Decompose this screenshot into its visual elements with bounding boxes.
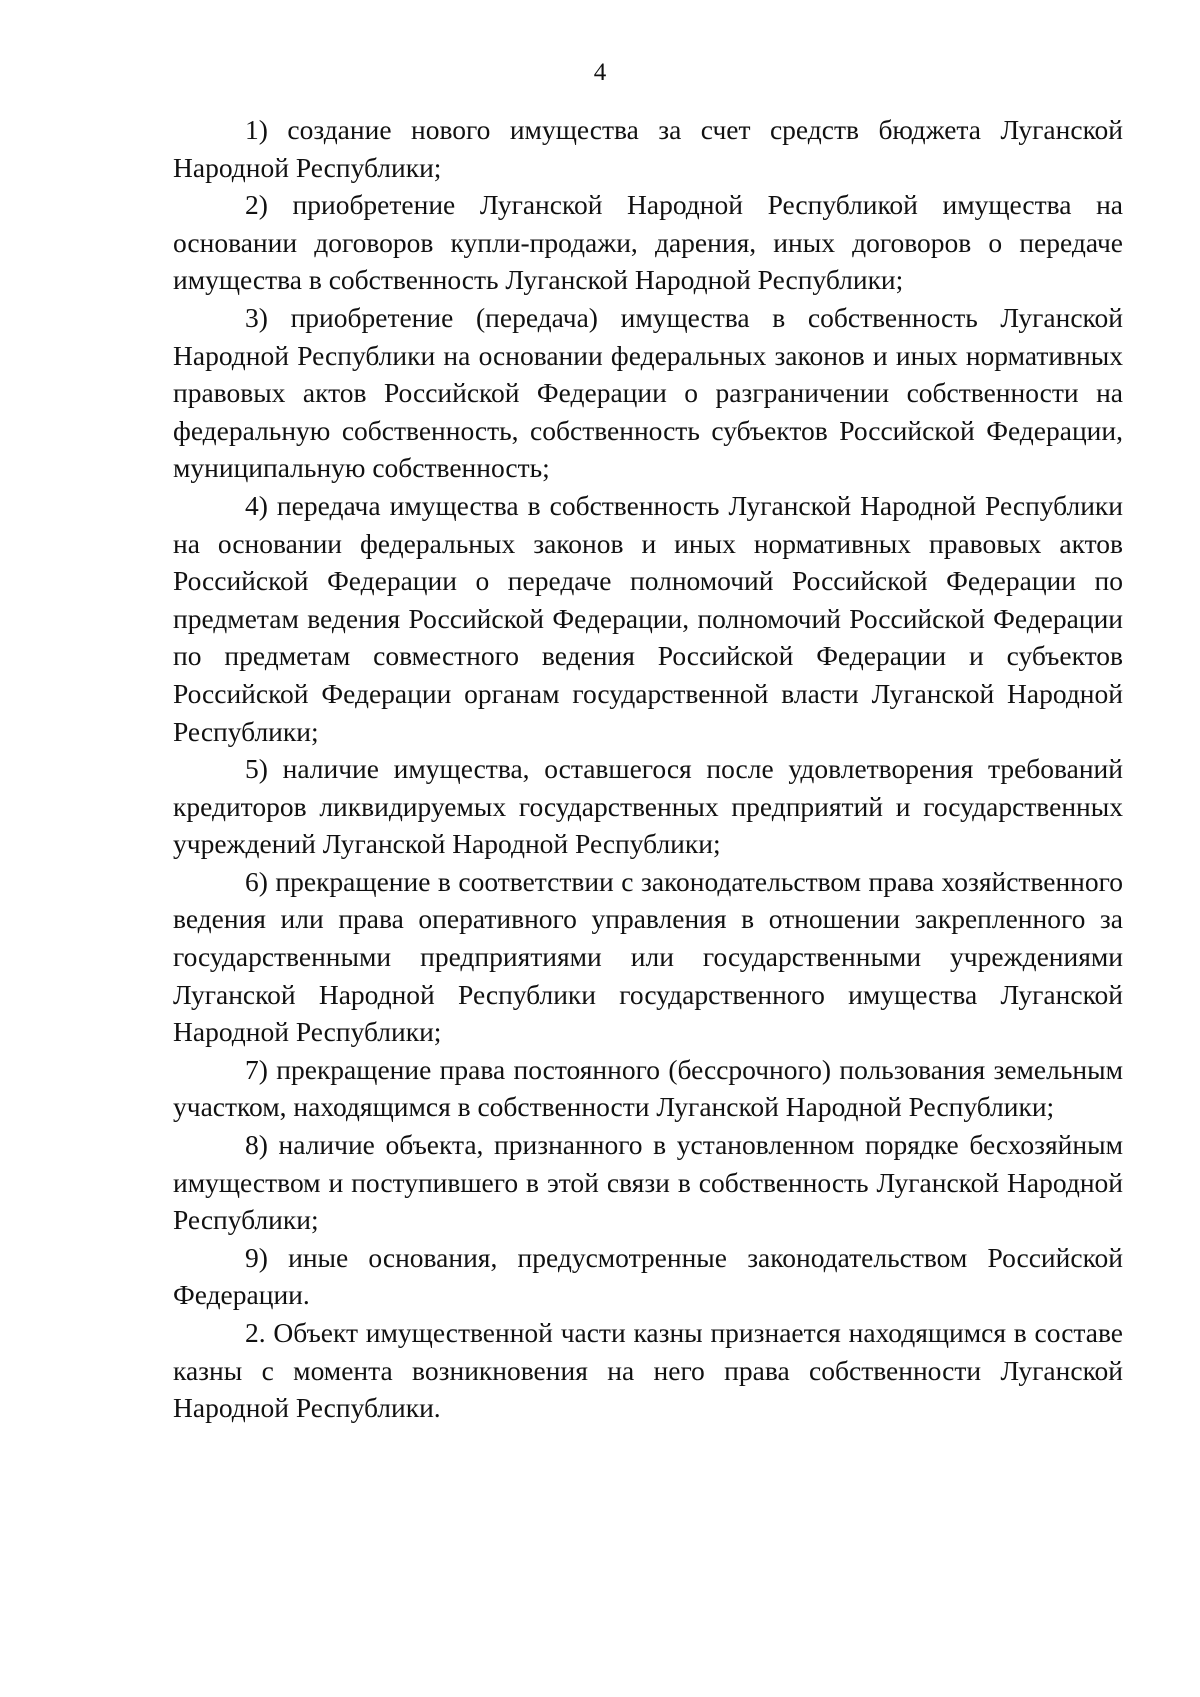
document-body (173, 111, 1123, 1427)
clause-2-paragraph: 2. Объект имущественной части казны признается находящимся в составе казны с момента возникновения на него права собственности Луганской Народной Республики. (173, 1317, 1123, 1424)
list-item-6: 6) прекращение в соответствии с законодательством права хозяйственного ведения или права оперативного управления в отношении закрепленного за государственными предприятиями или государственными учреждениями Луганской Народной Республики государственного имущества Луганской Народной Республики; (173, 865, 1123, 1048)
list-item-9: 9) иные основания, предусмотренные законодательством Российской Федерации. (173, 1241, 1123, 1311)
list-item-3: 3) приобретение (передача) имущества в собственность Луганской Народной Республики на основании федеральных законов и иных нормативных правовых актов Российской Федерации о разграничении собственности на федеральную собственность, собственность субъектов Российской Федерации, муниципальную собственность; (173, 301, 1123, 484)
list-item-5: 5) наличие имущества, оставшегося после удовлетворения требований кредиторов ликвидируемых государственных предприятий и государственных учреждений Луганской Народной Республики; (173, 753, 1123, 860)
list-item-2: 2) приобретение Луганской Народной Республикой имущества на основании договоров купли-продажи, дарения, иных договоров о передаче имущества в собственность Луганской Народной Республики; (173, 189, 1123, 296)
list-item-4: 4) передача имущества в собственность Луганской Народной Республики на основании федеральных законов и иных нормативных правовых актов Российской Федерации о передаче полномочий Российской Федерации по предметам ведения Российской Федерации, полномочий Российской Федерации по предметам совместного ведения Российской Федерации и субъектов Российской Федерации органам государственной власти Луганской Народной Республики; (173, 489, 1123, 747)
list-item-1: 1) создание нового имущества за счет средств бюджета Луганской Народной Республики; (173, 114, 1123, 183)
page-number: 4 (593, 59, 607, 86)
list-item-7: 7) прекращение права постоянного (бессрочного) пользования земельным участком, находящимся в собственности Луганской Народной Республики; (173, 1053, 1123, 1123)
list-item-8: 8) наличие объекта, признанного в установленном порядке бесхозяйным имуществом и поступившего в этой связи в собственность Луганской Народной Республики; (173, 1129, 1123, 1236)
